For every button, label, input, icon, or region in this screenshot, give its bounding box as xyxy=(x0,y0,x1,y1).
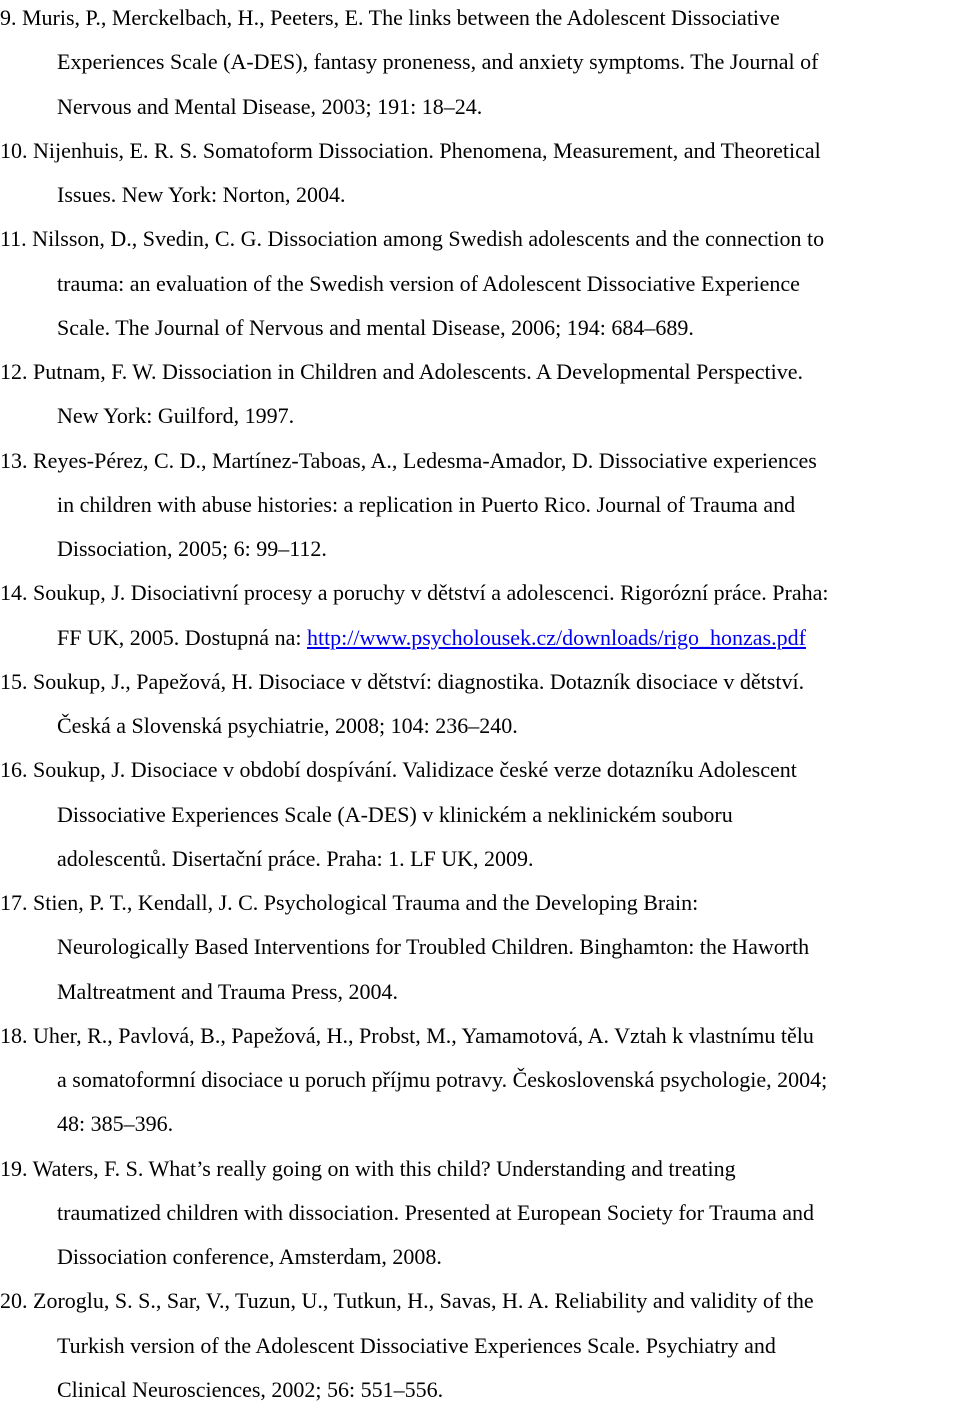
reference-item-18 xyxy=(0,1018,960,1151)
reference-line: Experiences Scale (A-DES), fantasy proneness, and anxiety symptoms. The Journal of xyxy=(57,49,819,75)
reference-line: Dissociation, 2005; 6: 99–112. xyxy=(57,536,327,561)
reference-line: 15. Soukup, J., Papežová, H. Disociace v dětství: diagnostika. Dotazník disociace v dětství. xyxy=(0,668,805,694)
reference-line: Turkish version of the Adolescent Dissociative Experiences Scale. Psychiatry and xyxy=(57,1332,776,1358)
reference-line: Scale. The Journal of Nervous and mental Disease, 2006; 194: 684–689. xyxy=(57,314,694,340)
reference-line-with-link xyxy=(0,620,960,664)
reference-line-prefix: FF UK, 2005. Dostupná na: xyxy=(57,624,307,650)
reference-item-19 xyxy=(0,1151,960,1284)
reference-item-11 xyxy=(0,221,960,354)
reference-line: Maltreatment and Trauma Press, 2004. xyxy=(57,978,398,1004)
reference-line: Nervous and Mental Disease, 2003; 191: 18–24. xyxy=(57,93,483,119)
reference-item-10 xyxy=(0,133,960,222)
reference-line: 19. Waters, F. S. What’s really going on with this child? Understanding and treating xyxy=(0,1155,736,1181)
reference-line: adolescentů. Disertační práce. Praha: 1. LF UK, 2009. xyxy=(57,845,534,871)
reference-line: 20. Zoroglu, S. S., Sar, V., Tuzun, U., Tutkun, H., Savas, H. A. Reliability and validity of the xyxy=(0,1288,814,1314)
reference-line: 11. Nilsson, D., Svedin, C. G. Dissociation among Swedish adolescents and the connection to xyxy=(0,226,825,252)
reference-line: 13. Reyes-Pérez, C. D., Martínez-Taboas, A., Ledesma-Amador, D. Dissociative experiences xyxy=(0,447,817,473)
reference-line: 18. Uher, R., Pavlová, B., Papežová, H., Probst, M., Yamamotová, A. Vztah k vlastnímu tělu xyxy=(0,1022,814,1048)
reference-line: 17. Stien, P. T., Kendall, J. C. Psychological Trauma and the Developing Brain: xyxy=(0,890,699,915)
reference-item-12 xyxy=(0,354,960,443)
reference-line: 9. Muris, P., Merckelbach, H., Peeters, E. The links between the Adolescent Dissociative xyxy=(0,5,780,30)
reference-line: 16. Soukup, J. Disociace v období dospívání. Validizace české verze dotazníku Adolescent xyxy=(0,757,797,783)
reference-line: in children with abuse histories: a replication in Puerto Rico. Journal of Trauma and xyxy=(57,491,796,517)
reference-line: traumatized children with dissociation. Presented at European Society for Trauma and xyxy=(57,1199,814,1225)
reference-line: 48: 385–396. xyxy=(57,1111,174,1137)
reference-line: 12. Putnam, F. W. Dissociation in Children and Adolescents. A Developmental Perspective. xyxy=(0,359,803,384)
reference-line: Issues. New York: Norton, 2004. xyxy=(57,182,346,207)
reference-line: a somatoformní disociace u poruch příjmu potravy. Československá psychologie, 2004; xyxy=(57,1067,828,1092)
reference-item-17 xyxy=(0,885,960,1018)
reference-line: Dissociation conference, Amsterdam, 2008. xyxy=(57,1244,442,1269)
reference-item-20 xyxy=(0,1283,960,1416)
reference-item-13 xyxy=(0,443,960,576)
reference-line: Dissociative Experiences Scale (A-DES) v klinickém a neklinickém souboru xyxy=(57,801,733,827)
reference-line: New York: Guilford, 1997. xyxy=(57,403,295,429)
reference-line: 10. Nijenhuis, E. R. S. Somatoform Dissociation. Phenomena, Measurement, and Theoretical xyxy=(0,137,821,163)
reference-line: 14. Soukup, J. Disociativní procesy a poruchy v dětství a adolescenci. Rigorózní práce. Praha: xyxy=(0,580,829,606)
reference-item-14 xyxy=(0,575,960,664)
reference-line: Neurologically Based Interventions for Troubled Children. Binghamton: the Haworth xyxy=(57,934,810,960)
reference-item-16 xyxy=(0,752,960,885)
reference-line: Clinical Neurosciences, 2002; 56: 551–556. xyxy=(57,1376,444,1402)
download-pdf-link[interactable]: http://www.psycholousek.cz/downloads/rigo_honzas.pdf xyxy=(306,624,806,650)
reference-line: trauma: an evaluation of the Swedish version of Adolescent Dissociative Experience xyxy=(57,270,800,296)
reference-line: Česká a Slovenská psychiatrie, 2008; 104: 236–240. xyxy=(57,713,518,738)
reference-item-9 xyxy=(0,0,960,133)
reference-item-15 xyxy=(0,664,960,753)
